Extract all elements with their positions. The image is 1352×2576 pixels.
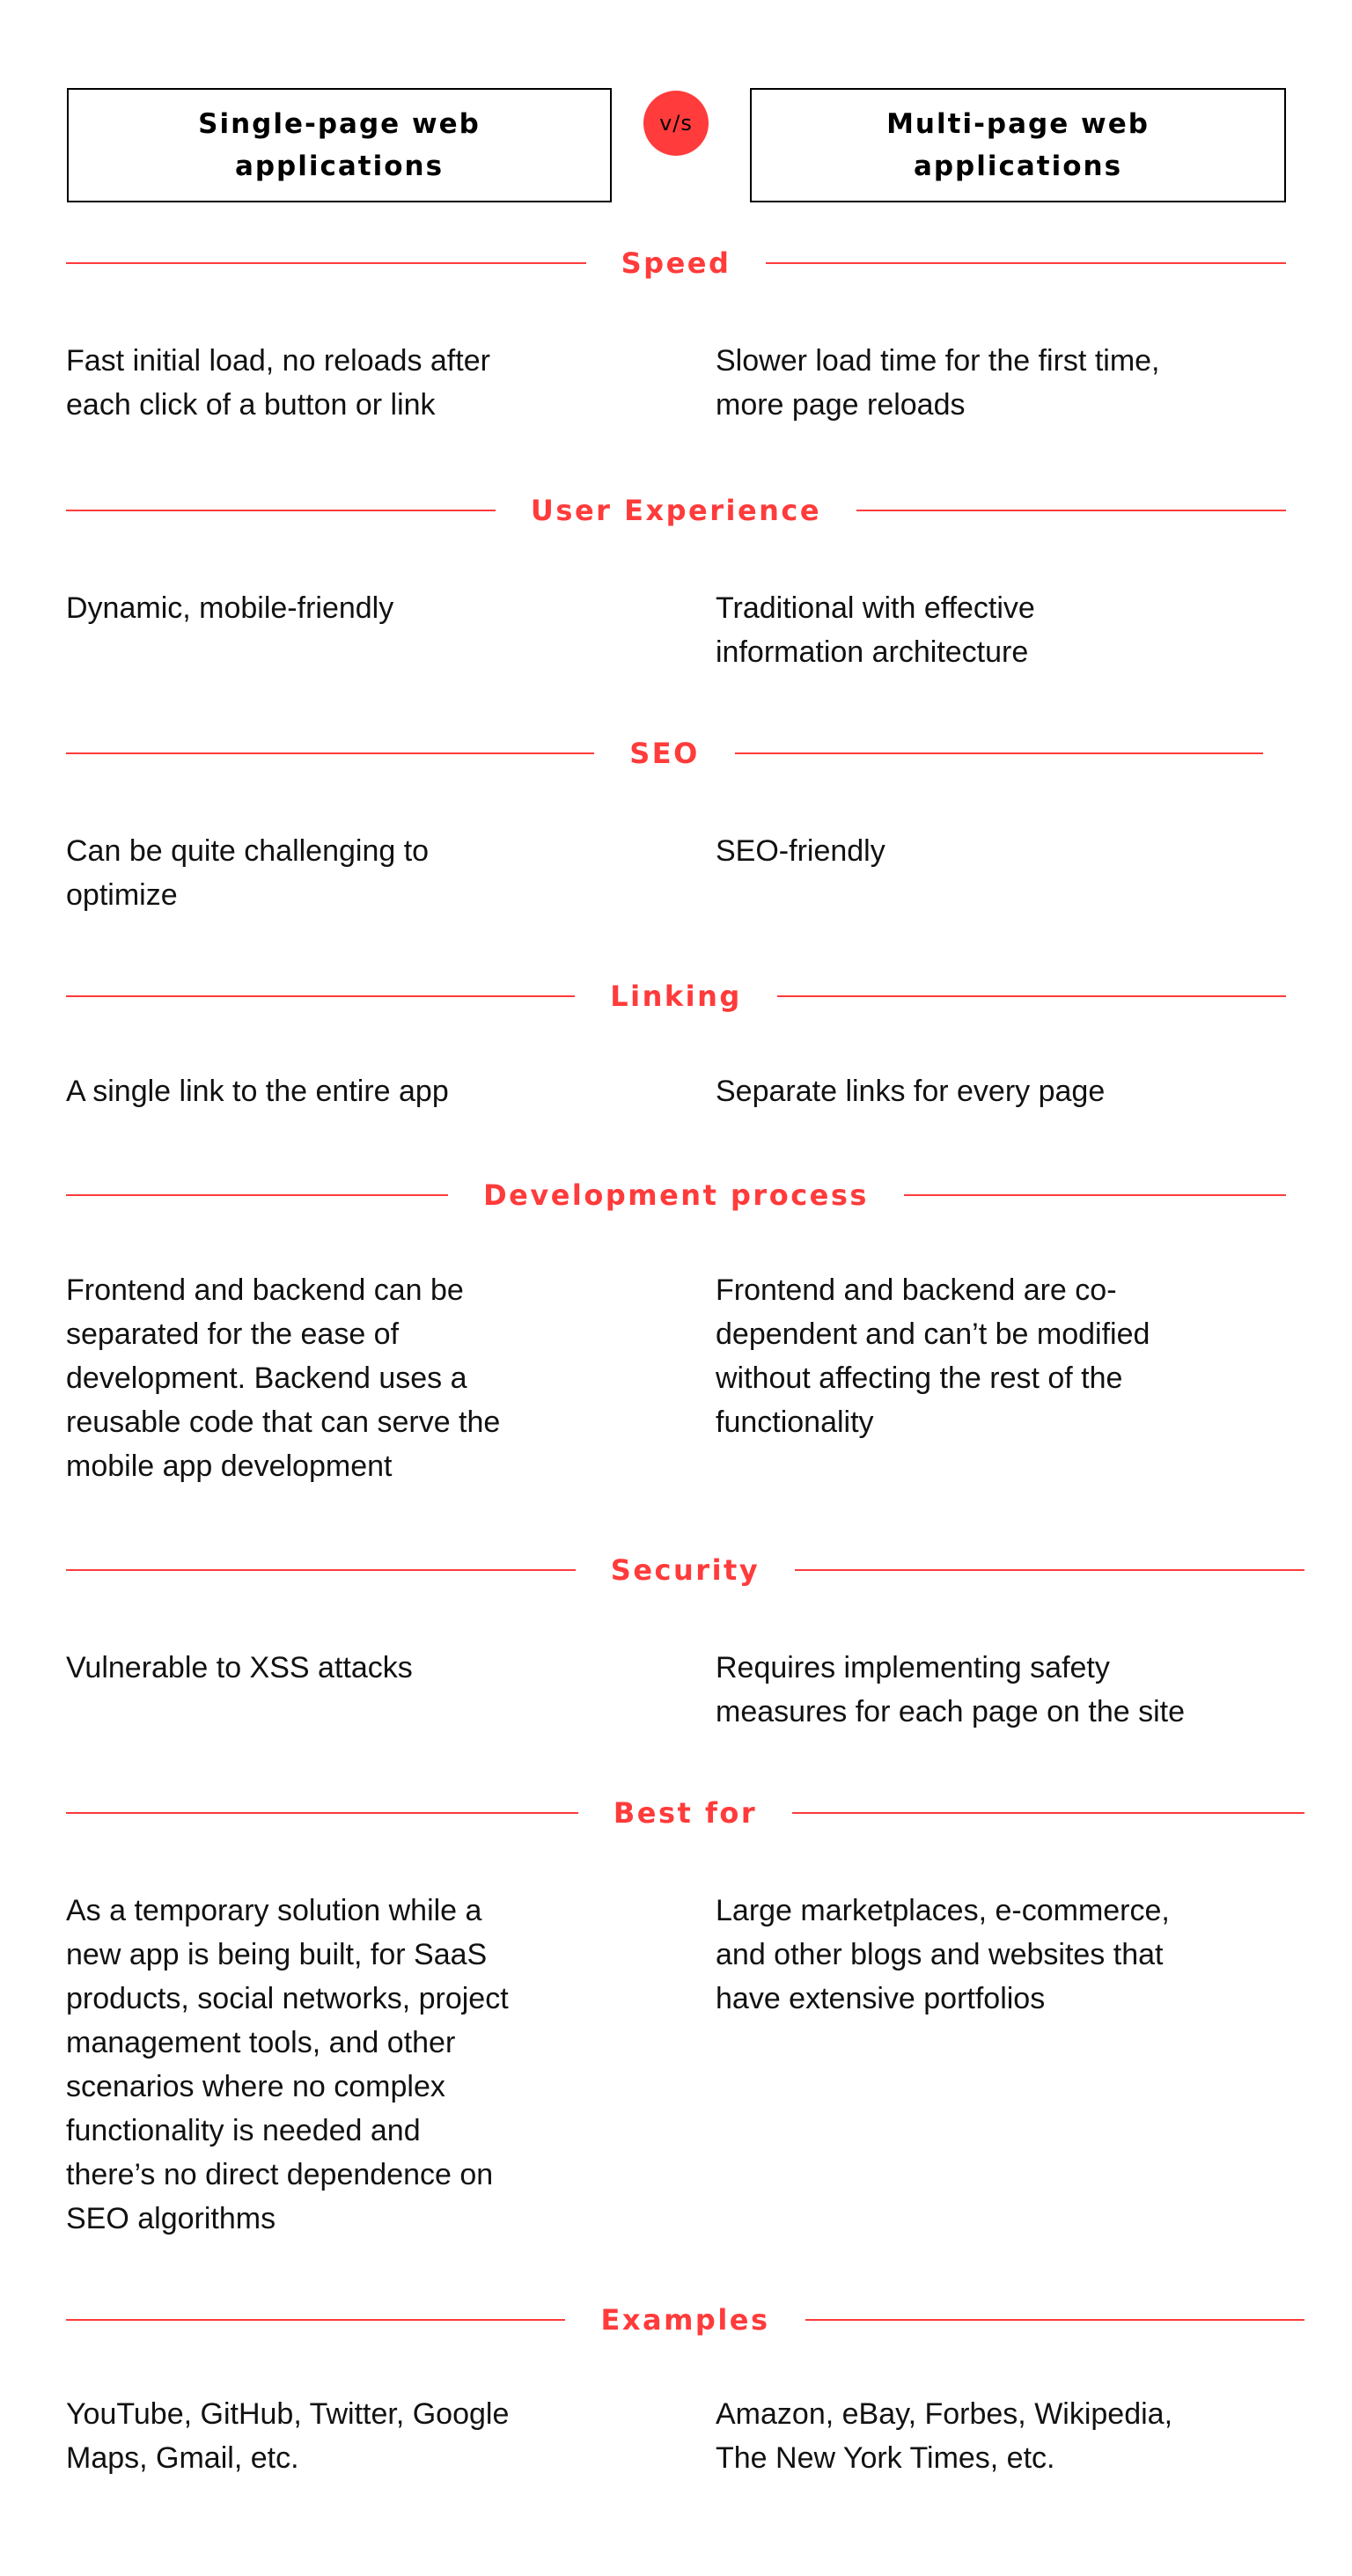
section-title: SEO — [629, 737, 700, 770]
divider-line-left — [66, 2319, 565, 2321]
text-line: without affecting the rest of the — [716, 1361, 1123, 1395]
text-line: more page reloads — [716, 388, 966, 422]
security-single-page-text — [66, 1646, 665, 1690]
text-line: The New York Times, etc. — [716, 2441, 1055, 2475]
divider-line-right — [766, 262, 1286, 264]
section-title: Best for — [613, 1796, 758, 1830]
single-page-title-line-1: Single-page web — [198, 108, 481, 140]
text-line: Fast initial load, no reloads after — [66, 344, 490, 378]
text-line: development. Backend uses a — [66, 1361, 467, 1395]
versus-badge — [643, 91, 709, 156]
section-heading-seo — [66, 731, 1263, 775]
examples-multi-page-text — [716, 2392, 1314, 2480]
linking-single-page-text — [66, 1069, 665, 1113]
text-line: Amazon, eBay, Forbes, Wikipedia, — [716, 2397, 1173, 2431]
multi-page-title-line-1: Multi-page web — [886, 108, 1150, 140]
single-page-title-line-2: applications — [234, 150, 445, 182]
text-line: Separate links for every page — [716, 1075, 1106, 1108]
text-line: Dynamic, mobile-friendly — [66, 591, 394, 625]
divider-line-right — [795, 1569, 1304, 1571]
divider-line-left — [66, 1194, 448, 1196]
ux-multi-page-text — [716, 586, 1314, 674]
text-line: functionality is needed and — [66, 2114, 421, 2147]
text-line: separated for the ease of — [66, 1317, 400, 1351]
examples-single-page-text — [66, 2392, 665, 2480]
multi-page-title-line-2: applications — [913, 150, 1123, 182]
speed-single-page-text — [66, 339, 665, 427]
text-line: new app is being built, for SaaS — [66, 1938, 488, 1971]
divider-line-left — [66, 262, 586, 264]
development-single-page-text — [66, 1268, 665, 1488]
text-line: functionality — [716, 1405, 874, 1439]
text-line: A single link to the entire app — [66, 1075, 449, 1108]
speed-multi-page-text — [716, 339, 1314, 427]
text-line: Large marketplaces, e-commerce, — [716, 1894, 1170, 1927]
section-heading-security — [66, 1548, 1304, 1592]
divider-line-left — [66, 510, 496, 511]
section-title: Speed — [621, 246, 731, 280]
security-multi-page-text — [716, 1646, 1314, 1734]
development-multi-page-text — [716, 1268, 1314, 1444]
text-line: measures for each page on the site — [716, 1695, 1185, 1728]
text-line: Slower load time for the first time, — [716, 344, 1160, 378]
divider-line-left — [66, 1569, 576, 1571]
single-page-apps-header-box — [67, 88, 612, 202]
text-line: Frontend and backend can be — [66, 1273, 464, 1307]
section-title: Linking — [610, 980, 742, 1013]
text-line: SEO-friendly — [716, 834, 885, 868]
section-heading-examples — [66, 2298, 1304, 2342]
text-line: have extensive portfolios — [716, 1982, 1046, 2015]
divider-line-left — [66, 1812, 578, 1814]
section-title: Development process — [483, 1178, 869, 1212]
section-heading-best-for — [66, 1791, 1304, 1835]
text-line: Can be quite challenging to — [66, 834, 430, 868]
text-line: As a temporary solution while a — [66, 1894, 482, 1927]
divider-line-right — [777, 995, 1286, 997]
multi-page-apps-header-box — [750, 88, 1286, 202]
section-title: Security — [610, 1553, 760, 1587]
section-title: User Experience — [530, 494, 822, 527]
seo-single-page-text — [66, 829, 665, 917]
divider-line-left — [66, 995, 575, 997]
seo-multi-page-text — [716, 829, 1314, 873]
text-line: Traditional with effective — [716, 591, 1035, 625]
text-line: information architecture — [716, 635, 1029, 669]
text-line: Vulnerable to XSS attacks — [66, 1651, 413, 1684]
text-line: products, social networks, project — [66, 1982, 509, 2015]
divider-line-right — [805, 2319, 1304, 2321]
section-heading-linking — [66, 974, 1286, 1018]
divider-line-right — [904, 1194, 1286, 1196]
text-line: SEO algorithms — [66, 2202, 276, 2235]
text-line: Requires implementing safety — [716, 1651, 1110, 1684]
text-line: mobile app development — [66, 1449, 393, 1483]
section-heading-speed — [66, 241, 1286, 285]
text-line: and other blogs and websites that — [716, 1938, 1164, 1971]
text-line: each click of a button or link — [66, 388, 436, 422]
section-title: Examples — [600, 2303, 770, 2337]
text-line: reusable code that can serve the — [66, 1405, 501, 1439]
text-line: optimize — [66, 878, 178, 912]
text-line: management tools, and other — [66, 2026, 456, 2059]
text-line: YouTube, GitHub, Twitter, Google — [66, 2397, 510, 2431]
ux-single-page-text — [66, 586, 665, 630]
versus-label: v/s — [659, 111, 693, 136]
divider-line-right — [735, 752, 1263, 754]
text-line: Maps, Gmail, etc. — [66, 2441, 299, 2475]
divider-line-left — [66, 752, 594, 754]
linking-multi-page-text — [716, 1069, 1314, 1113]
section-heading-development-process — [66, 1173, 1286, 1217]
best-for-multi-page-text — [716, 1889, 1314, 2021]
best-for-single-page-text — [66, 1889, 665, 2241]
divider-line-right — [856, 510, 1286, 511]
text-line: Frontend and backend are co- — [716, 1273, 1117, 1307]
text-line: dependent and can’t be modified — [716, 1317, 1150, 1351]
section-heading-user-experience — [66, 488, 1286, 532]
text-line: there’s no direct dependence on — [66, 2158, 494, 2191]
text-line: scenarios where no complex — [66, 2070, 445, 2103]
divider-line-right — [792, 1812, 1304, 1814]
